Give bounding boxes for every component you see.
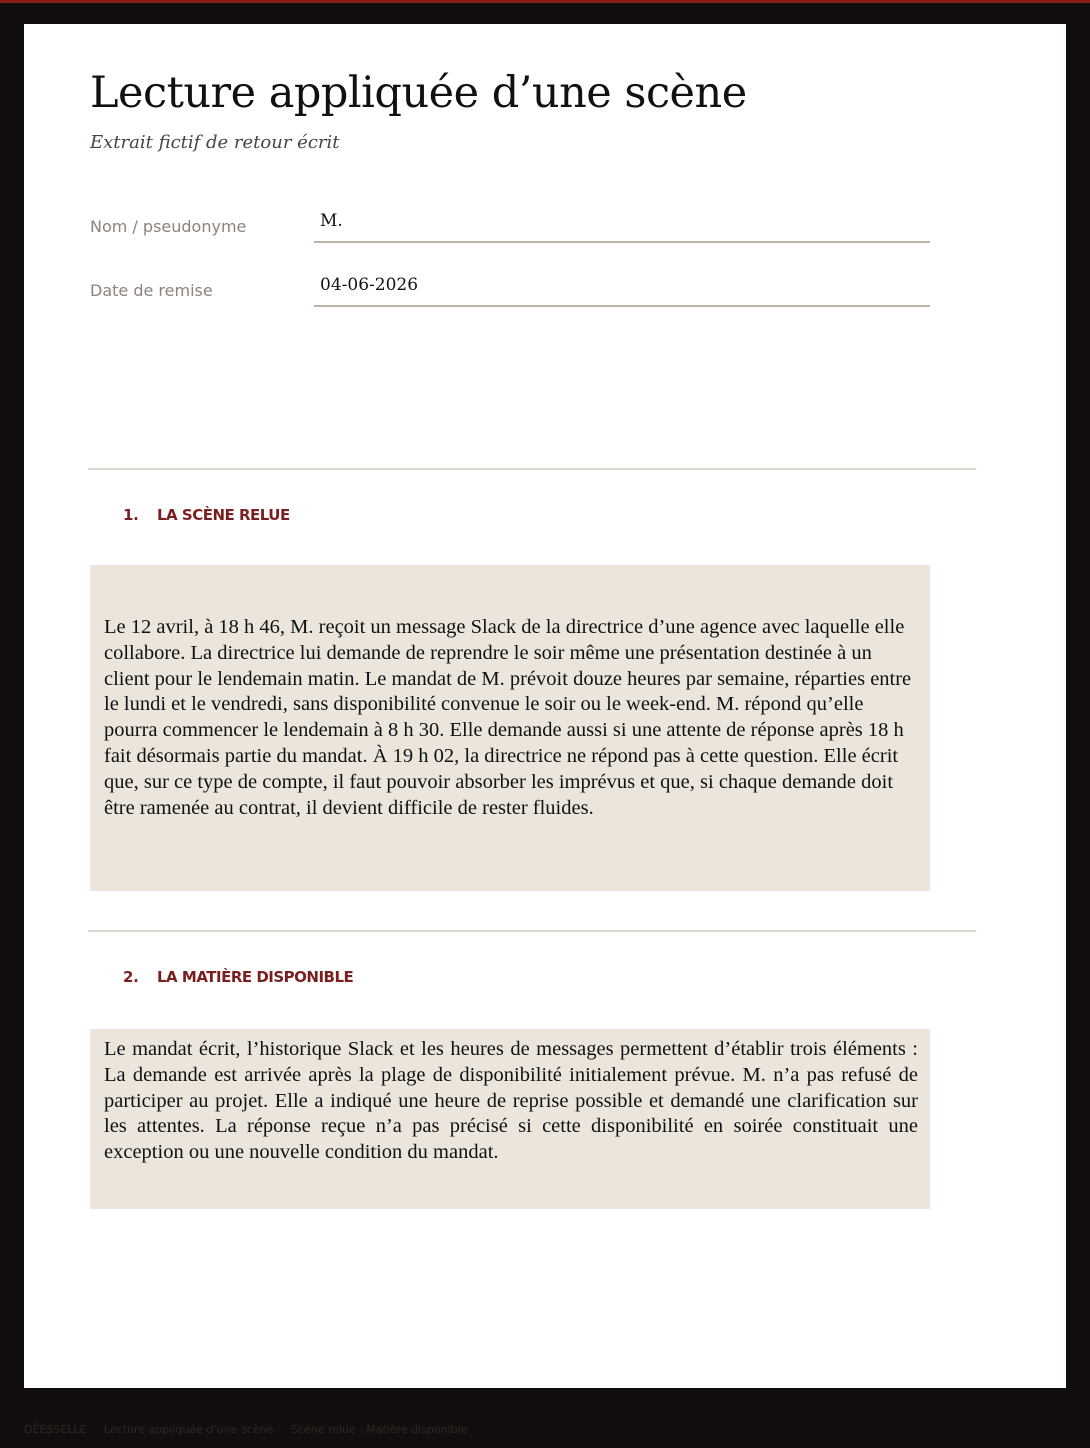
section-1-number: 1. <box>123 506 139 524</box>
scene-text: Le 12 avril, à 18 h 46, M. reçoit un message Slack de la directrice d’une agence avec laquelle elle collabore. La directrice lui demande de reprendre le soir même une présentation destinée à un client pour le lendemain matin. Le mandat de M. prévoit douze heures par semaine, réparties entre le lundi et le vendredi, sans disponibilité convenue le soir ou le week-end. M. répond qu’elle pourra commencer le lendemain à 8 h 30. Elle demande aussi si une attente de réponse après 18 h fait désormais partie du mandat. À 19 h 02, la directrice ne répond pas à cette question. Elle écrit que, sur ce type de compte, il faut pouvoir absorber les imprévus et que, si chaque demande doit être ramenée au contrat, il devient difficile de rester fluides. <box>104 616 912 819</box>
date-field-label: Date de remise <box>90 281 213 300</box>
page-footer <box>24 1423 481 1436</box>
top-accent-bar <box>0 0 1090 3</box>
document-subtitle: Extrait fictif de retour écrit <box>90 132 340 153</box>
document-title: Lecture appliquée d’une scène <box>90 68 747 118</box>
section-1-title: LA SCÈNE RELUE <box>157 506 290 524</box>
section-divider <box>88 468 976 470</box>
material-text-box <box>90 1029 930 1209</box>
footer-brand: DÉESSELLE <box>24 1423 87 1436</box>
section-2-number: 2. <box>123 968 139 986</box>
scene-text-box <box>90 565 930 891</box>
document-page <box>24 24 1066 1388</box>
footer-sections: Scène relue · Matière disponible <box>290 1423 468 1436</box>
date-field[interactable]: 04-06-2026 <box>314 273 930 307</box>
material-text: Le mandat écrit, l’historique Slack et les heures de messages permettent d’établir trois éléments : La demande est arrivée après la plage de disponibilité initialement prévue. M. n’a pas refusé de participer au projet. Elle a indiqué une heure de reprise possible et demandé une clarification sur les attentes. La réponse reçue n’a pas précisé si cette disponibilité en soirée constituait une exception ou une nouvelle condition du mandat. <box>104 1038 918 1164</box>
section-divider <box>88 930 976 932</box>
section-2-title: LA MATIÈRE DISPONIBLE <box>157 968 354 986</box>
name-field[interactable]: M. <box>314 209 930 243</box>
name-field-label: Nom / pseudonyme <box>90 217 247 236</box>
footer-doc-title: Lecture appliquée d’une scène <box>104 1423 274 1436</box>
